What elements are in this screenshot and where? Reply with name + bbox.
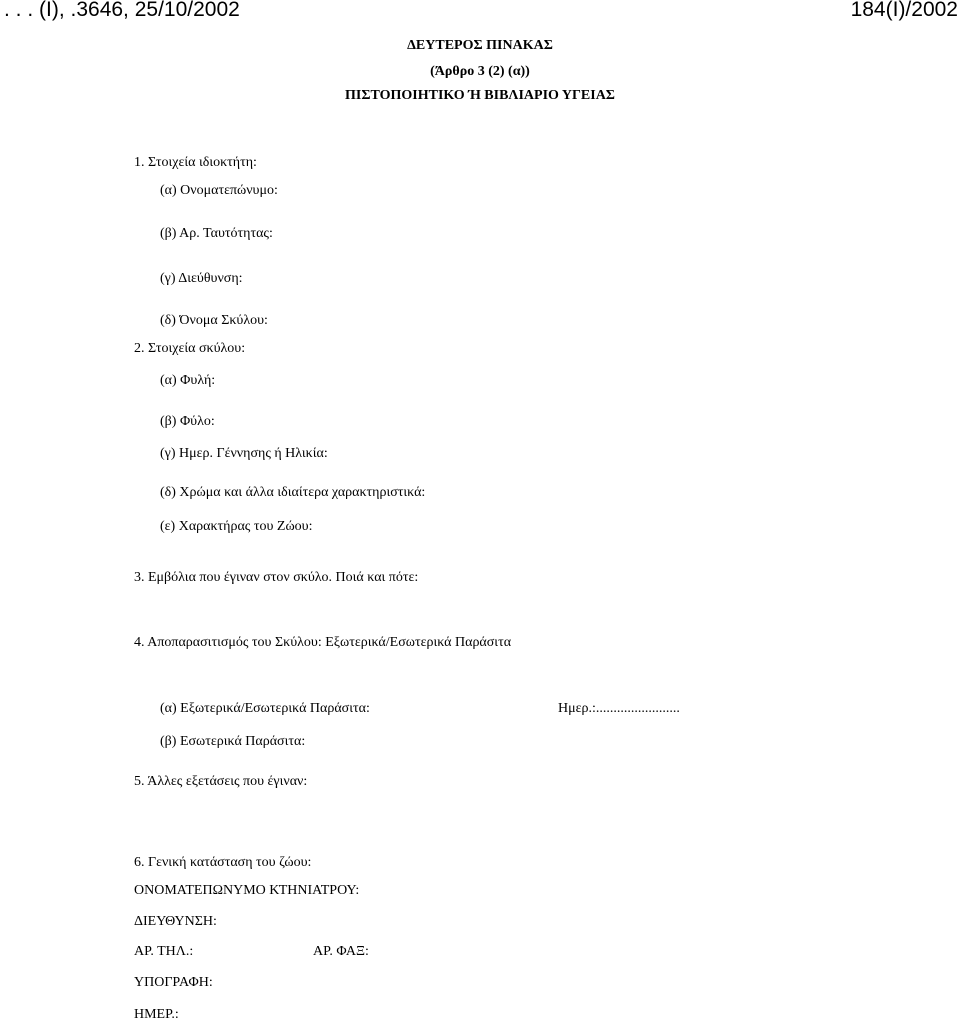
owner-name-field: (α) Ονοματεπώνυμο: [160,183,278,198]
vet-name-field: ΟΝΟΜΑΤΕΠΩΝΥΜΟ ΚΤΗΝΙΑΤΡΟΥ: [134,883,360,898]
dog-birthdate-field: (γ) Ημερ. Γέννησης ή Ηλικία: [160,446,328,461]
date-field: ΗΜΕΡ.: [134,1007,179,1022]
owner-details-heading: 1. Στοιχεία ιδιοκτήτη: [134,155,257,170]
deworming-heading: 4. Αποπαρασιτισμός του Σκύλου: Εξωτερικά/Εσωτερικά Παράσιτα [134,635,512,650]
internal-parasites-field: (β) Εσωτερικά Παράσιτα: [160,734,306,749]
owner-id-field: (β) Αρ. Ταυτότητας: [160,226,273,241]
dog-details-heading: 2. Στοιχεία σκύλου: [134,341,246,356]
certificate-title: ΠΙΣΤΟΠΟΙΗΤΙΚΟ Ή ΒΙΒΛΙΑΡΙΟ ΥΓΕΙΑΣ [345,88,615,103]
owner-address-field: (γ) Διεύθυνση: [160,271,243,286]
dog-name-field: (δ) Όνομα Σκύλου: [160,313,268,328]
vet-address-field: ΔΙΕΥΘΥΝΣΗ: [134,914,217,929]
schedule-title: ΔΕΥΤΕΡΟΣ ΠΙΝΑΚΑΣ [407,38,553,53]
general-condition-heading: 6. Γενική κατάσταση του ζώου: [134,855,312,870]
dog-temperament-field: (ε) Χαρακτήρας του Ζώου: [160,519,313,534]
vet-fax-field: ΑΡ. ΦΑΞ: [313,944,369,959]
dog-sex-field: (β) Φύλο: [160,414,215,429]
external-internal-parasites-field: (α) Εξωτερικά/Εσωτερικά Παράσιτα: [160,701,370,716]
vet-phone-field: ΑΡ. ΤΗΛ.: [134,944,194,959]
dog-breed-field: (α) Φυλή: [160,373,216,388]
law-number: 184(I)/2002 [850,0,958,21]
vaccinations-heading: 3. Εμβόλια που έγιναν στον σκύλο. Ποιά και πότε: [134,570,419,585]
article-reference: (Άρθρο 3 (2) (α)) [430,64,530,79]
dog-colour-field: (δ) Χρώμα και άλλα ιδιαίτερα χαρακτηριστικά: [160,485,426,500]
other-tests-heading: 5. Άλλες εξετάσεις που έγιναν: [134,774,308,789]
gazette-header-left: . . . (I), .3646, 25/10/2002 [4,0,240,21]
signature-field: ΥΠΟΓΡΑΦΗ: [134,975,213,990]
parasites-date-field: Ημερ.:........................ [558,701,680,716]
